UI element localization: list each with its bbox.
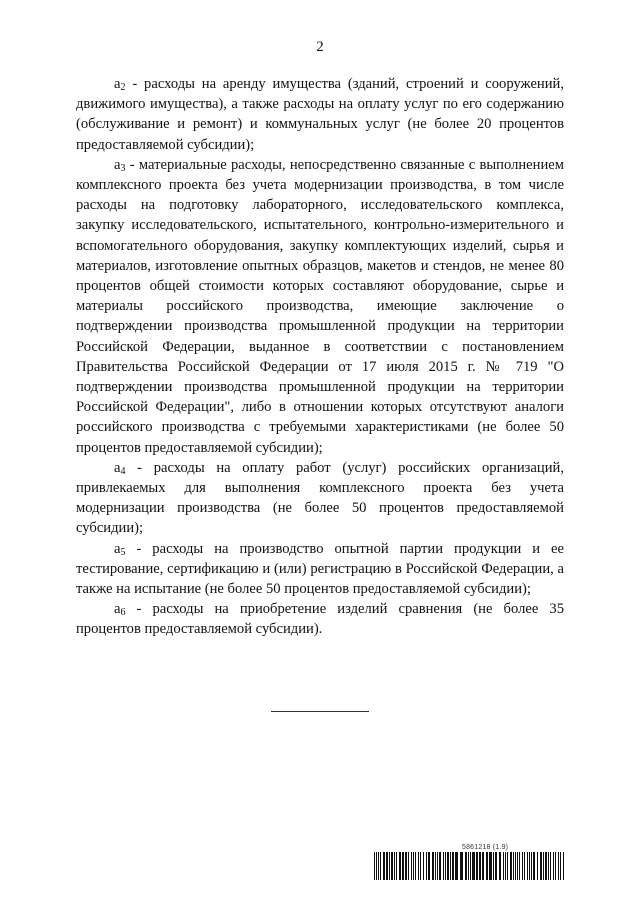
paragraph-text: - расходы на производство опытной партии продукции и ее тестирование, сертификацию и (или) регистрацию в Российской Федерации, а также на испытание (не более 50 процентов предоставляемой субсидии); xyxy=(76,540,564,598)
paragraph-a5 xyxy=(76,539,564,600)
term-subscript: 3 xyxy=(120,162,126,174)
paragraph-text: - материальные расходы, непосредственно связанные с выполнением комплексного проекта без учета модернизации производства, в том числе расходы на подготовку лабораторного, исследовательского комплекса, закупку исследовательского, испытательного, контрольно-измерительного и вспомогательного оборудования, закупку комплектующих изделий, сырья и материалов, изготовление опытных образцов, макетов и стендов, не менее 80 процентов общей стоимости которых составляют оборудование, сырье и материалы российского производства, имеющие заключение о подтверждении производства промышленной продукции на территории Российской Федерации, выданное в соответствии с постановлением Правительства Российской Федерации от 17 июля 2015 г. № 719 "О подтверждении производства промышленной продукции на территории Российской Федерации", либо в отношении которых отсутствуют аналоги российского производства с требуемыми характеристиками (не более 50 процентов предоставляемой субсидии); xyxy=(76,156,564,456)
barcode-image xyxy=(374,852,564,880)
term-subscript: 4 xyxy=(120,465,126,477)
term-letter: а xyxy=(114,76,121,92)
term-letter: а xyxy=(114,540,121,557)
paragraph-text: - расходы на аренду имущества (зданий, строений и сооружений, движимого имущества), а также расходы на оплату услуг по его содержанию (обслуживание и ремонт) и коммунальных услуг (не более 20 процентов предоставляемой субсидии); xyxy=(76,76,564,153)
page-number: 2 xyxy=(316,39,324,55)
paragraph-text: - расходы на приобретение изделий сравнения (не более 35 процентов предоставляемой субсидии). xyxy=(76,601,564,638)
paragraph-a3 xyxy=(76,155,564,458)
paragraph-text: - расходы на оплату работ (услуг) российских организаций, привлекаемых для выполнения комплексного проекта без учета модернизации производства (не более 50 процентов предоставляемой субсидии); xyxy=(76,459,564,537)
term-subscript: 6 xyxy=(120,607,126,619)
document-code: 5861218 (1.9) xyxy=(462,844,509,851)
paragraph-a2 xyxy=(76,74,564,155)
paragraph-a6 xyxy=(76,599,564,639)
end-divider xyxy=(271,711,369,712)
term-subscript: 2 xyxy=(120,82,126,93)
term-letter: а xyxy=(114,156,121,173)
term-letter: а xyxy=(114,601,121,618)
document-body xyxy=(76,74,564,640)
term-subscript: 5 xyxy=(120,546,126,558)
paragraph-a4 xyxy=(76,458,564,539)
term-letter: а xyxy=(114,459,121,476)
